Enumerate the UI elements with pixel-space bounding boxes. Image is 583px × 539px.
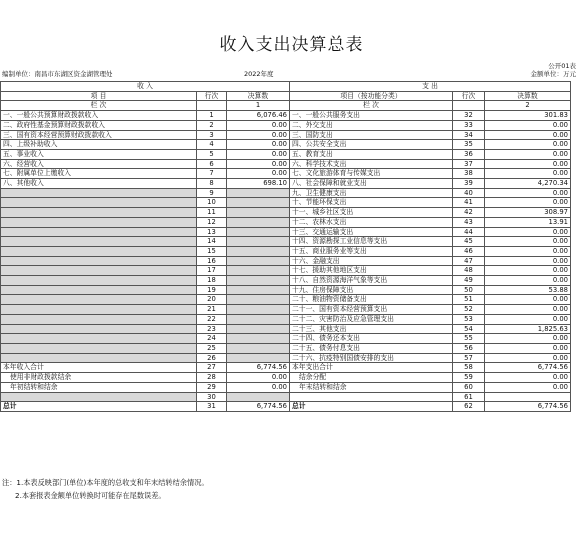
income-amount-cell <box>227 285 290 295</box>
expense-item-cell: 二十二、灾害防治及应急管理支出 <box>290 314 453 324</box>
expense-row-no-cell: 41 <box>453 198 485 208</box>
expense-item-cell: 七、文化旅游体育与传媒支出 <box>290 169 453 179</box>
expense-row-no-cell: 49 <box>453 276 485 286</box>
expense-item-cell: 二十、粮油物资储备支出 <box>290 295 453 305</box>
income-row-no-cell: 25 <box>197 343 227 353</box>
expense-amount-cell: 0.00 <box>485 276 571 286</box>
expense-row-no-cell: 35 <box>453 140 485 150</box>
table-row <box>1 198 571 208</box>
income-amount-cell <box>227 198 290 208</box>
income-amount-cell <box>227 343 290 353</box>
expense-item-cell: 十、节能环保支出 <box>290 198 453 208</box>
table-row <box>1 159 571 169</box>
income-item-cell <box>1 227 197 237</box>
expense-amount-cell: 6,774.56 <box>485 363 571 373</box>
income-amount-cell: 6,774.56 <box>227 363 290 373</box>
expense-amount-cell: 0.00 <box>485 373 571 383</box>
expense-row-no-cell: 54 <box>453 324 485 334</box>
table-row <box>1 140 571 150</box>
expense-item-header: 项目（按功能分类） <box>290 91 453 101</box>
expense-item-cell: 五、教育支出 <box>290 149 453 159</box>
income-item-cell: 总计 <box>1 402 197 412</box>
table-row <box>1 111 571 121</box>
table-row <box>1 188 571 198</box>
income-row-no-cell: 2 <box>197 120 227 130</box>
expense-item-cell: 二十五、债务付息支出 <box>290 343 453 353</box>
table-row <box>1 237 571 247</box>
income-item-cell <box>1 208 197 218</box>
income-item-cell <box>1 324 197 334</box>
header-row-group <box>1 82 571 92</box>
income-row-no-cell: 12 <box>197 217 227 227</box>
income-row-no-cell: 21 <box>197 305 227 315</box>
expense-amount-cell: 0.00 <box>485 295 571 305</box>
expense-item-cell: 一、一般公共服务支出 <box>290 111 453 121</box>
table-row <box>1 217 571 227</box>
expense-item-cell: 十四、资源勘探工业信息等支出 <box>290 237 453 247</box>
income-item-cell: 一、一般公共预算财政拨款收入 <box>1 111 197 121</box>
expense-amount-cell: 0.00 <box>485 237 571 247</box>
income-item-cell <box>1 237 197 247</box>
income-amount-cell: 0.00 <box>227 130 290 140</box>
income-amount-cell: 698.10 <box>227 179 290 189</box>
expense-amount-cell: 0.00 <box>485 334 571 344</box>
income-item-cell <box>1 198 197 208</box>
expense-item-cell: 六、科学技术支出 <box>290 159 453 169</box>
table-row <box>1 373 571 383</box>
expense-amount-cell: 0.00 <box>485 130 571 140</box>
expense-item-cell: 二十三、其他支出 <box>290 324 453 334</box>
expense-amount-cell: 0.00 <box>485 188 571 198</box>
income-amount-cell <box>227 208 290 218</box>
expense-item-cell: 二十六、抗疫特别国债安排的支出 <box>290 353 453 363</box>
income-col-number: 1 <box>227 101 290 111</box>
table-row <box>1 276 571 286</box>
income-amount-cell <box>227 305 290 315</box>
expense-amount-cell: 1,825.63 <box>485 324 571 334</box>
expense-row-no-cell: 45 <box>453 237 485 247</box>
expense-amount-cell: 0.00 <box>485 353 571 363</box>
expense-item-cell: 十七、援助其他地区支出 <box>290 266 453 276</box>
expense-amount-cell: 0.00 <box>485 266 571 276</box>
income-item-cell <box>1 276 197 286</box>
income-amount-cell <box>227 266 290 276</box>
expense-amount-cell: 0.00 <box>485 305 571 315</box>
header-row-columns <box>1 91 571 101</box>
income-row-no-cell: 9 <box>197 188 227 198</box>
income-item-cell <box>1 343 197 353</box>
expense-amount-cell: 0.00 <box>485 149 571 159</box>
expense-item-cell: 十三、交通运输支出 <box>290 227 453 237</box>
table-row <box>1 266 571 276</box>
expense-amount-cell: 53.88 <box>485 285 571 295</box>
table-row <box>1 295 571 305</box>
table-row <box>1 130 571 140</box>
income-row-no-cell: 26 <box>197 353 227 363</box>
income-item-cell: 本年收入合计 <box>1 363 197 373</box>
expense-item-cell <box>290 392 453 402</box>
income-amount-cell: 0.00 <box>227 120 290 130</box>
table-row <box>1 334 571 344</box>
expense-amount-cell: 308.97 <box>485 208 571 218</box>
table-row <box>1 343 571 353</box>
expense-item-cell: 二十四、债务还本支出 <box>290 334 453 344</box>
expense-row-no-cell: 46 <box>453 246 485 256</box>
income-amount-cell: 6,774.56 <box>227 402 290 412</box>
income-amount-cell: 6,076.46 <box>227 111 290 121</box>
expense-amount-cell: 6,774.56 <box>485 402 571 412</box>
expense-row-no-cell: 48 <box>453 266 485 276</box>
expense-item-cell: 十五、商业服务业等支出 <box>290 246 453 256</box>
expense-item-cell: 十二、农林水支出 <box>290 217 453 227</box>
expense-item-cell: 十六、金融支出 <box>290 256 453 266</box>
table-row <box>1 363 571 373</box>
expense-amount-cell: 0.00 <box>485 256 571 266</box>
expense-row-no-cell: 57 <box>453 353 485 363</box>
table-row <box>1 353 571 363</box>
expense-row-no-cell: 44 <box>453 227 485 237</box>
expense-item-cell: 结余分配 <box>290 373 453 383</box>
income-item-cell <box>1 217 197 227</box>
expense-row-no-cell: 43 <box>453 217 485 227</box>
footnote-1: 注：1.本表反映部门(单位)本年度的总收支和年末结转结余情况。 <box>2 478 209 487</box>
income-row-no-cell: 3 <box>197 130 227 140</box>
expense-amount-cell: 0.00 <box>485 314 571 324</box>
expense-amount-cell <box>485 392 571 402</box>
income-row-no-cell: 14 <box>197 237 227 247</box>
income-amount-cell <box>227 276 290 286</box>
expense-amount-cell: 0.00 <box>485 198 571 208</box>
income-amount-cell: 0.00 <box>227 373 290 383</box>
footnote-2: 2.本套报表金额单位转换时可能存在尾数误差。 <box>15 491 166 500</box>
income-item-cell <box>1 256 197 266</box>
income-amount-cell: 0.00 <box>227 169 290 179</box>
expense-row-no-cell: 56 <box>453 343 485 353</box>
income-item-cell: 七、附属单位上缴收入 <box>1 169 197 179</box>
income-amount-cell <box>227 314 290 324</box>
income-row-no-cell: 7 <box>197 169 227 179</box>
expense-row-no-cell: 34 <box>453 130 485 140</box>
income-row-no-cell: 8 <box>197 179 227 189</box>
income-row-no-cell: 18 <box>197 276 227 286</box>
income-row-no-cell: 23 <box>197 324 227 334</box>
expense-row-no-cell: 51 <box>453 295 485 305</box>
expense-amount-cell: 0.00 <box>485 140 571 150</box>
expense-header: 支 出 <box>290 82 571 92</box>
expense-col-number: 2 <box>485 101 571 111</box>
expense-item-cell: 三、国防支出 <box>290 130 453 140</box>
income-amount-cell <box>227 256 290 266</box>
expense-row-no-cell: 50 <box>453 285 485 295</box>
income-row-no-cell: 1 <box>197 111 227 121</box>
expense-item-cell: 二十一、国有资本经营预算支出 <box>290 305 453 315</box>
income-row-no-cell: 19 <box>197 285 227 295</box>
expense-amount-cell: 301.83 <box>485 111 571 121</box>
table-row <box>1 392 571 402</box>
expense-row-no-cell: 62 <box>453 402 485 412</box>
expense-item-cell: 十八、自然资源海洋气象等支出 <box>290 276 453 286</box>
income-item-cell <box>1 305 197 315</box>
income-amount-cell <box>227 324 290 334</box>
income-amount-cell <box>227 353 290 363</box>
expense-item-cell: 十一、城乡社区支出 <box>290 208 453 218</box>
expense-amount-cell: 0.00 <box>485 169 571 179</box>
unit-label: 金额单位：万元 <box>530 70 576 78</box>
table-row <box>1 382 571 392</box>
income-row-no-cell: 11 <box>197 208 227 218</box>
income-col-blank <box>197 101 227 111</box>
income-item-cell: 二、政府性基金预算财政拨款收入 <box>1 120 197 130</box>
income-amount-cell <box>227 217 290 227</box>
income-amount-cell: 0.00 <box>227 140 290 150</box>
expense-amount-cell: 4,270.34 <box>485 179 571 189</box>
income-row-no-cell: 13 <box>197 227 227 237</box>
income-item-cell <box>1 285 197 295</box>
header-row-index <box>1 101 571 111</box>
income-row-no-cell: 16 <box>197 256 227 266</box>
income-amount-header: 决算数 <box>227 91 290 101</box>
income-amount-cell: 0.00 <box>227 159 290 169</box>
income-col-label: 栏 次 <box>1 101 197 111</box>
expense-row-no-cell: 39 <box>453 179 485 189</box>
income-amount-cell <box>227 188 290 198</box>
expense-col-blank <box>453 101 485 111</box>
income-row-no-cell: 4 <box>197 140 227 150</box>
income-amount-cell <box>227 237 290 247</box>
expense-row-no-cell: 60 <box>453 382 485 392</box>
expense-row-no-cell: 37 <box>453 159 485 169</box>
expense-row-no-cell: 47 <box>453 256 485 266</box>
table-row <box>1 169 571 179</box>
expense-amount-cell: 0.00 <box>485 246 571 256</box>
income-row-no-header: 行次 <box>197 91 227 101</box>
income-amount-cell: 0.00 <box>227 149 290 159</box>
expense-amount-header: 决算数 <box>485 91 571 101</box>
footnotes <box>2 476 209 502</box>
income-amount-cell <box>227 246 290 256</box>
income-header: 收 入 <box>1 82 290 92</box>
income-item-header: 项 目 <box>1 91 197 101</box>
table-row <box>1 120 571 130</box>
table-row <box>1 314 571 324</box>
income-row-no-cell: 29 <box>197 382 227 392</box>
income-amount-cell <box>227 334 290 344</box>
expense-amount-cell: 13.91 <box>485 217 571 227</box>
income-item-cell: 四、上级补助收入 <box>1 140 197 150</box>
expense-amount-cell: 0.00 <box>485 227 571 237</box>
income-item-cell: 六、经营收入 <box>1 159 197 169</box>
income-amount-cell: 0.00 <box>227 382 290 392</box>
income-item-cell <box>1 188 197 198</box>
expense-item-cell: 二、外交支出 <box>290 120 453 130</box>
table-row <box>1 227 571 237</box>
expense-row-no-cell: 33 <box>453 120 485 130</box>
income-item-cell <box>1 353 197 363</box>
expense-item-cell: 十九、住房保障支出 <box>290 285 453 295</box>
expense-item-cell: 年末结转和结余 <box>290 382 453 392</box>
income-item-cell: 三、国有资本经营预算财政拨款收入 <box>1 130 197 140</box>
report-table <box>0 81 571 412</box>
expense-row-no-cell: 53 <box>453 314 485 324</box>
expense-row-no-cell: 58 <box>453 363 485 373</box>
income-amount-cell <box>227 295 290 305</box>
expense-row-no-cell: 40 <box>453 188 485 198</box>
expense-item-cell: 总计 <box>290 402 453 412</box>
income-item-cell <box>1 334 197 344</box>
income-item-cell <box>1 295 197 305</box>
income-item-cell <box>1 392 197 402</box>
income-item-cell: 八、其他收入 <box>1 179 197 189</box>
table-row <box>1 179 571 189</box>
expense-row-no-cell: 32 <box>453 111 485 121</box>
income-amount-cell <box>227 392 290 402</box>
expense-amount-cell: 0.00 <box>485 159 571 169</box>
income-row-no-cell: 5 <box>197 149 227 159</box>
table-row <box>1 305 571 315</box>
income-row-no-cell: 30 <box>197 392 227 402</box>
page-title: 收入支出决算总表 <box>219 35 364 55</box>
table-row <box>1 324 571 334</box>
income-item-cell: 使用非财政拨款结余 <box>1 373 197 383</box>
income-item-cell <box>1 246 197 256</box>
expense-amount-cell: 0.00 <box>485 382 571 392</box>
expense-row-no-cell: 59 <box>453 373 485 383</box>
income-item-cell: 五、事业收入 <box>1 149 197 159</box>
report-year: 2022年度 <box>244 70 274 78</box>
income-row-no-cell: 22 <box>197 314 227 324</box>
expense-item-cell: 八、社会保障和就业支出 <box>290 179 453 189</box>
table-row <box>1 246 571 256</box>
income-item-cell <box>1 266 197 276</box>
table-row <box>1 285 571 295</box>
table-row <box>1 208 571 218</box>
table-row <box>1 402 571 412</box>
table-row <box>1 149 571 159</box>
expense-col-label: 栏 次 <box>290 101 453 111</box>
income-row-no-cell: 10 <box>197 198 227 208</box>
expense-item-cell: 四、公共安全支出 <box>290 140 453 150</box>
expense-row-no-cell: 61 <box>453 392 485 402</box>
org-label: 编制单位：南昌市东湖区资金湖管理处 <box>2 70 113 78</box>
expense-item-cell: 本年支出合计 <box>290 363 453 373</box>
expense-row-no-cell: 38 <box>453 169 485 179</box>
expense-row-no-cell: 55 <box>453 334 485 344</box>
income-item-cell <box>1 314 197 324</box>
expense-amount-cell: 0.00 <box>485 120 571 130</box>
income-row-no-cell: 17 <box>197 266 227 276</box>
income-amount-cell <box>227 227 290 237</box>
table-row <box>1 256 571 266</box>
income-row-no-cell: 31 <box>197 402 227 412</box>
form-code: 公开01表 <box>548 62 576 70</box>
expense-row-no-cell: 42 <box>453 208 485 218</box>
income-row-no-cell: 27 <box>197 363 227 373</box>
income-row-no-cell: 15 <box>197 246 227 256</box>
income-row-no-cell: 20 <box>197 295 227 305</box>
income-item-cell: 年初结转和结余 <box>1 382 197 392</box>
income-row-no-cell: 6 <box>197 159 227 169</box>
expense-row-no-cell: 36 <box>453 149 485 159</box>
expense-row-no-cell: 52 <box>453 305 485 315</box>
expense-item-cell: 九、卫生健康支出 <box>290 188 453 198</box>
income-row-no-cell: 28 <box>197 373 227 383</box>
expense-amount-cell: 0.00 <box>485 343 571 353</box>
expense-row-no-header: 行次 <box>453 91 485 101</box>
income-row-no-cell: 24 <box>197 334 227 344</box>
